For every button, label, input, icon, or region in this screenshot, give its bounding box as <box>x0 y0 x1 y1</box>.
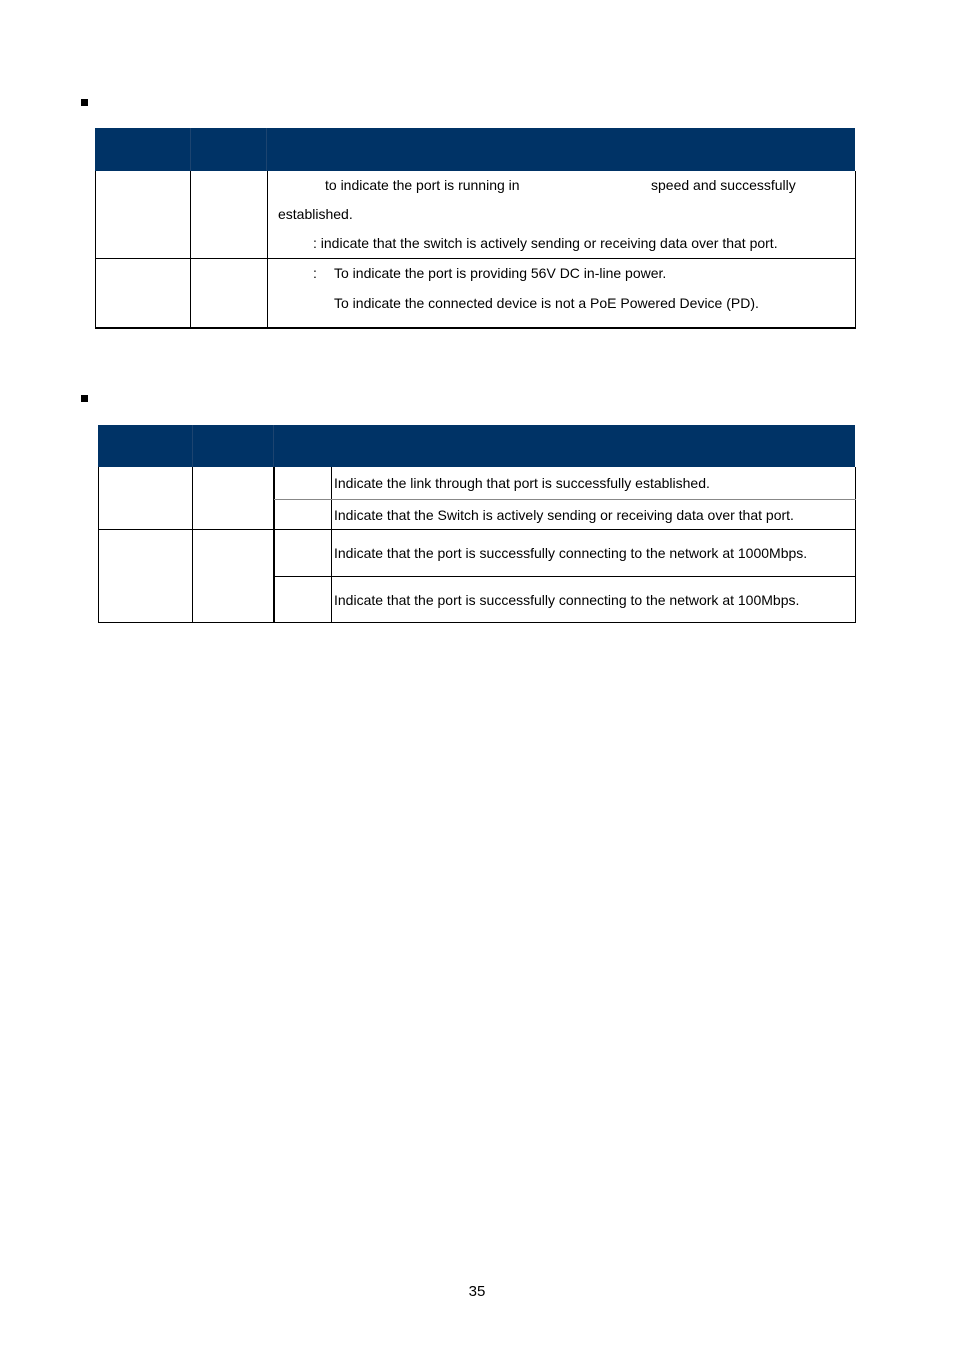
table-header <box>95 128 855 171</box>
page-number: 35 <box>468 1283 486 1300</box>
row-1-line-1b: speed and successfully <box>651 177 796 193</box>
column-divider <box>190 171 191 328</box>
table-border-left <box>98 467 99 622</box>
header-divider <box>273 425 274 467</box>
column-divider <box>273 467 275 622</box>
row-divider <box>95 258 856 259</box>
row-1-line-3: : indicate that the switch is actively sending or receiving data over that port. <box>313 235 778 251</box>
table-2-row-2: Indicate that the Switch is actively sending or receiving data over that port. <box>334 507 794 523</box>
row-2-line-1b: To indicate the port is providing 56V DC in-line power. <box>334 265 667 281</box>
table-border-left <box>95 171 96 328</box>
table-border-right <box>855 467 856 622</box>
column-divider <box>331 467 332 622</box>
row-1-line-1a: to indicate the port is running in <box>325 177 520 193</box>
section-1-bullet-icon <box>81 99 88 106</box>
row-2-line-1a: : <box>313 265 317 281</box>
header-divider <box>190 128 191 171</box>
table-2-row-1: Indicate the link through that port is successfully established. <box>334 475 710 491</box>
column-divider <box>267 171 268 328</box>
column-divider <box>192 467 193 622</box>
row-divider <box>274 499 856 500</box>
section-2-bullet-icon <box>81 395 88 402</box>
row-divider <box>274 576 856 577</box>
table-2-row-3: Indicate that the port is successfully connecting to the network at 1000Mbps. <box>334 545 808 561</box>
port-led-table-1 <box>95 128 856 329</box>
table-header <box>98 425 855 467</box>
table-2-row-4: Indicate that the port is successfully connecting to the network at 100Mbps. <box>334 592 800 608</box>
port-led-table-2 <box>98 425 856 623</box>
table-border-bottom <box>95 327 856 329</box>
header-divider <box>192 425 193 467</box>
table-border-right <box>855 171 856 328</box>
table-border-bottom <box>98 622 856 623</box>
row-divider <box>98 529 856 530</box>
row-2-line-2: To indicate the connected device is not a PoE Powered Device (PD). <box>334 295 759 311</box>
row-1-line-2: established. <box>278 206 353 222</box>
header-divider <box>266 128 267 171</box>
